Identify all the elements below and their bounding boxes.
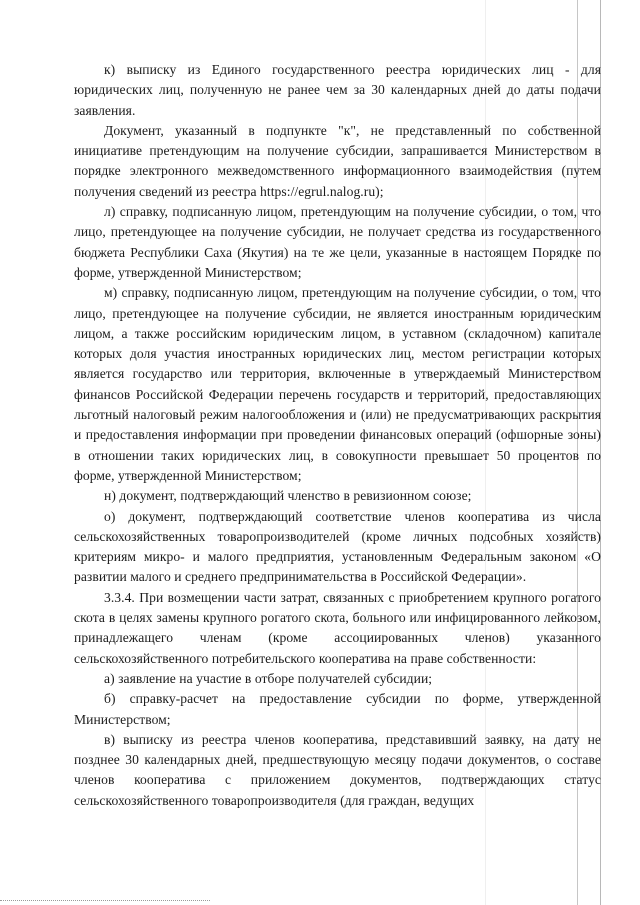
paragraph-v-members-register: в) выписку из реестра членов кооператива, представивший заявку, на дату не позднее 30 календарных дней, предшествующую месяцу подачи документов, о составе членов кооператива с приложением документов, подтверждающих статус сельскохозяйственного товаропроизводителя (для граждан, ведущих bbox=[74, 731, 601, 808]
paragraph-k-note-interagency: Документ, указанный в подпункте "к", не представленный по собственной инициативе претендующим на получение субсидии, запрашивается Министерством в порядке электронного межведомственного информационного взаимодействия (путем получения сведений из реестра https://egrul.nalog.ru); bbox=[74, 122, 601, 199]
paragraph-3-3-4-cattle-replacement: 3.3.4. При возмещении части затрат, связанных с приобретением крупного рогатого скота в целях замены крупного рогатого скота, больного или инфицированного лейкозом, принадлежащего членам (кроме ассоциированных членов) указанного сельскохозяйственного потребительского кооператива на праве собственности: bbox=[74, 589, 601, 666]
paragraph-k-egrul-extract: к) выписку из Единого государственного реестра юридических лиц - для юридических лиц, полученную не ранее чем за 30 календарных дней до даты подачи заявления. bbox=[74, 62, 601, 118]
document-body bbox=[74, 60, 601, 811]
paragraph-l-budget-certificate: л) справку, подписанную лицом, претендующим на получение субсидии, о том, что лицо, претендующее на получение субсидии, не получает средства из государственного бюджета Республики Саха (Якутия) на те же цели, указанные в настоящем Порядке по форме, утвержденной Министерством; bbox=[74, 204, 601, 280]
paragraph-o-sme-criteria: о) документ, подтверждающий соответствие членов кооператива из числа сельскохозяйственных товаропроизводителей (кроме личных подсобных хозяйств) критериям микро- и малого предприятия, установленным Федеральным законом «О развитии малого и среднего предпринимательства в Российской Федерации». bbox=[74, 508, 601, 585]
paragraph-n-audit-union: н) документ, подтверждающий членство в ревизионном союзе; bbox=[104, 488, 472, 504]
paragraph-b-calculation: б) справку-расчет на предоставление субсидии по форме, утвержденной Министерством; bbox=[74, 691, 601, 727]
paragraph-a-application: а) заявление на участие в отборе получателей субсидии; bbox=[104, 670, 433, 686]
scan-bottom-edge bbox=[0, 900, 210, 902]
paragraph-m-foreign-entity-certificate: м) справку, подписанную лицом, претендующим на получение субсидии, о том, что лицо, претендующее на получение субсидии, не является иностранным юридическим лицом, а также российским юридическим лицом, в уставном (складочном) капитале которых доля участия иностранных юридических лиц, местом регистрации которых является государство или территория, включенные в утверждаемый Министерством финансов Российской Федерации перечень государств и территорий, предоставляющих льготный налоговый режим налогообложения и (или) не предусматривающих раскрытия и предоставления информации при проведении финансовых операций (офшорные зоны) в отношении таких юридических лиц, в совокупности превышает 50 процентов по форме, утвержденной Министерством; bbox=[74, 285, 601, 483]
